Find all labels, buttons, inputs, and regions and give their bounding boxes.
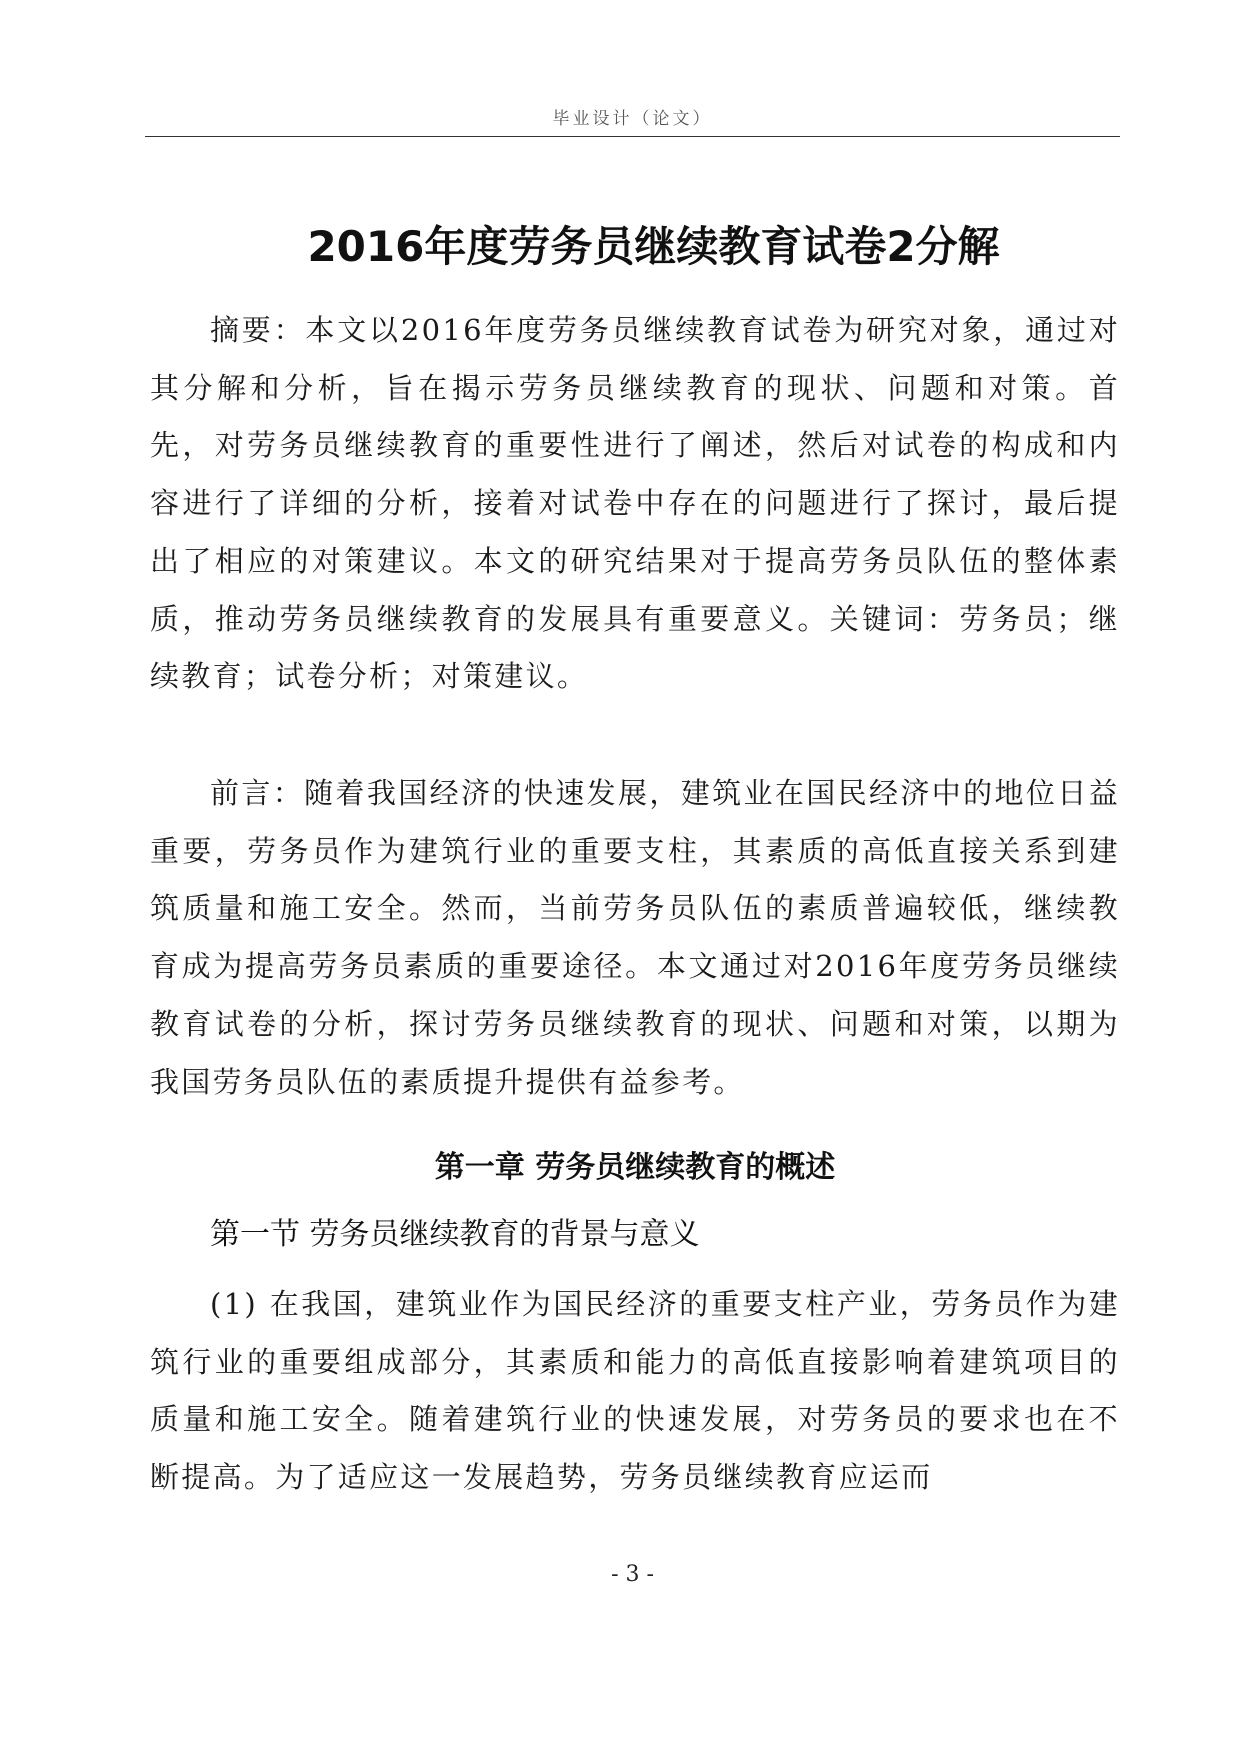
header-divider <box>145 136 1120 137</box>
preface-paragraph: 前言：随着我国经济的快速发展，建筑业在国民经济中的地位日益重要，劳务员作为建筑行业的重要支柱，其素质的高低直接关系到建筑质量和施工安全。然而，当前劳务员队伍的素质普遍较低，继续教育成为提高劳务员素质的重要途径。本文通过对2016年度劳务员继续教育试卷的分析，探讨劳务员继续教育的现状、问题和对策，以期为我国劳务员队伍的素质提升提供有益参考。 <box>150 776 1120 1099</box>
running-header: 毕业设计（论文） <box>552 109 713 129</box>
page-number: - 3 - <box>611 1562 654 1587</box>
chapter-heading: 第一章 劳务员继续教育的概述 <box>434 1150 836 1185</box>
section-heading: 第一节 劳务员继续教育的背景与意义 <box>210 1217 700 1252</box>
body-paragraph: (1) 在我国，建筑业作为国民经济的重要支柱产业，劳务员作为建筑行业的重要组成部分，其素质和能力的高低直接影响着建筑项目的质量和施工安全。随着建筑行业的快速发展，对劳务员的要求也在不断提高。为了适应这一发展趋势，劳务员继续教育应运而 <box>150 1287 1120 1495</box>
document-title: 2016年度劳务员继续教育试卷2分解 <box>307 222 1000 272</box>
abstract-paragraph: 摘要：本文以2016年度劳务员继续教育试卷为研究对象，通过对其分解和分析，旨在揭示劳务员继续教育的现状、问题和对策。首先，对劳务员继续教育的重要性进行了阐述，然后对试卷的构成和内容进行了详细的分析，接着对试卷中存在的问题进行了探讨，最后提出了相应的对策建议。本文的研究结果对于提高劳务员队伍的整体素质，推动劳务员继续教育的发展具有重要意义。关键词：劳务员；继续教育；试卷分析；对策建议。 <box>150 313 1120 694</box>
